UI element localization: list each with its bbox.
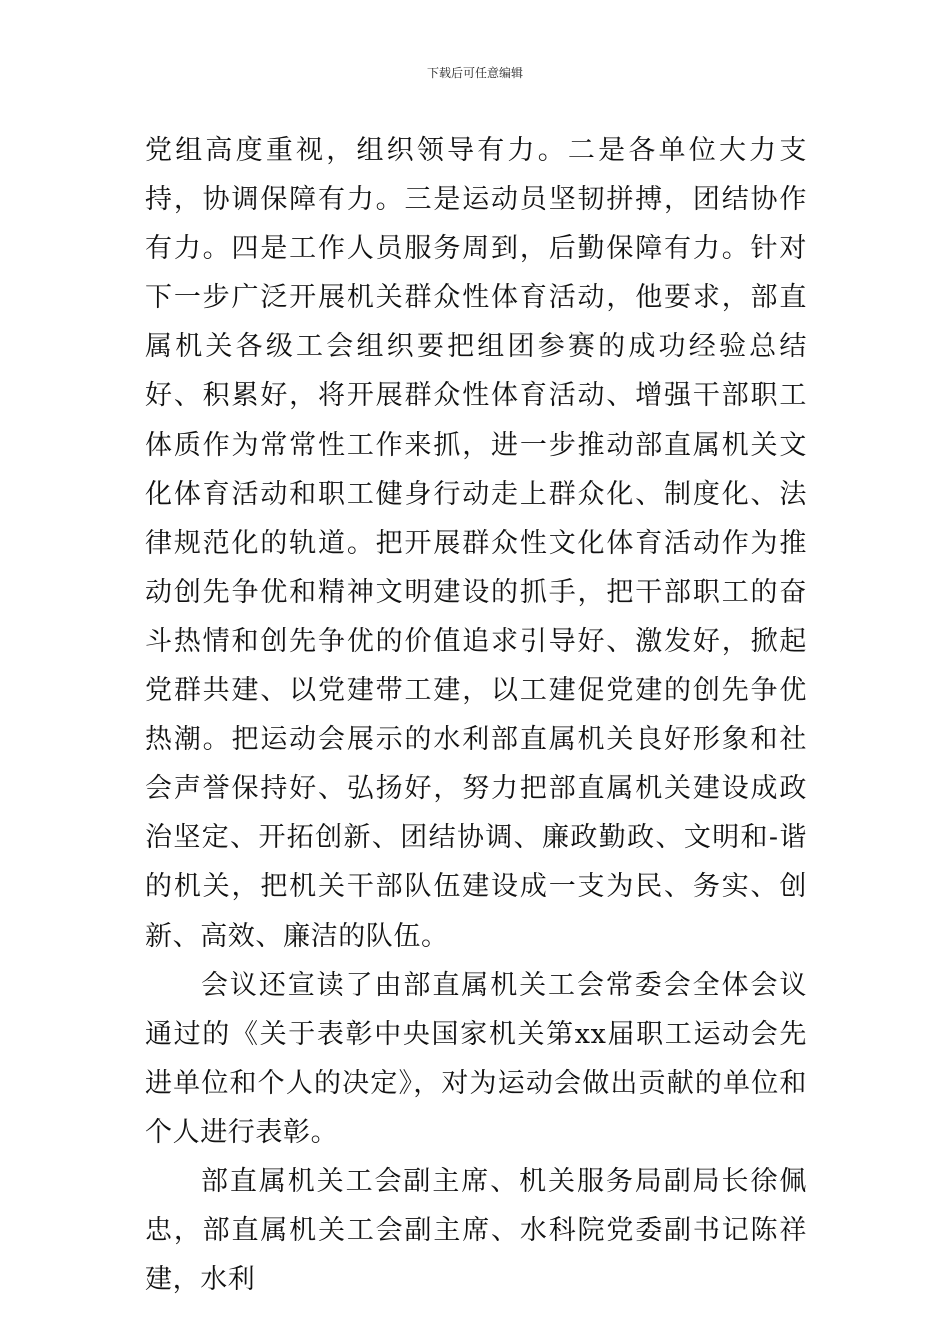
document-body	[145, 126, 807, 1304]
paragraph-meeting-commendation: 会议还宣读了由部直属机关工会常委会全体会议通过的《关于表彰中央国家机关第xx届职工运动会先进单位和个人的决定》，对为运动会做出贡献的单位和个人进行表彰。	[145, 969, 807, 1148]
paragraph-attendees: 部直属机关工会副主席、机关服务局副局长徐佩忠，部直属机关工会副主席、水科院党委副书记陈祥建，水利	[145, 1165, 807, 1296]
paragraph-continuation: 党组高度重视，组织领导有力。二是各单位大力支持，协调保障有力。三是运动员坚韧拼搏，团结协作有力。四是工作人员服务周到，后勤保障有力。针对下一步广泛开展机关群众性体育活动，他要求，部直属机关各级工会组织要把组团参赛的成功经验总结好、积累好，将开展群众性体育活动、增强干部职工体质作为常常性工作来抓，进一步推动部直属机关文化体育活动和职工健身行动走上群众化、制度化、法律规范化的轨道。把开展群众性文化体育活动作为推动创先争优和精神文明建设的抓手，把干部职工的奋斗热情和创先争优的价值追求引导好、激发好，掀起党群共建、以党建带工建，以工建促党建的创先争优热潮。把运动会展示的水利部直属机关良好形象和社会声誉保持好、弘扬好，努力把部直属机关建设成政治坚定、开拓创新、团结协调、廉政勤政、文明和-谐的机关，把机关干部队伍建设成一支为民、务实、创新、高效、廉洁的队伍。	[145, 135, 807, 952]
page-header-note: 下载后可任意编辑	[426, 66, 523, 80]
